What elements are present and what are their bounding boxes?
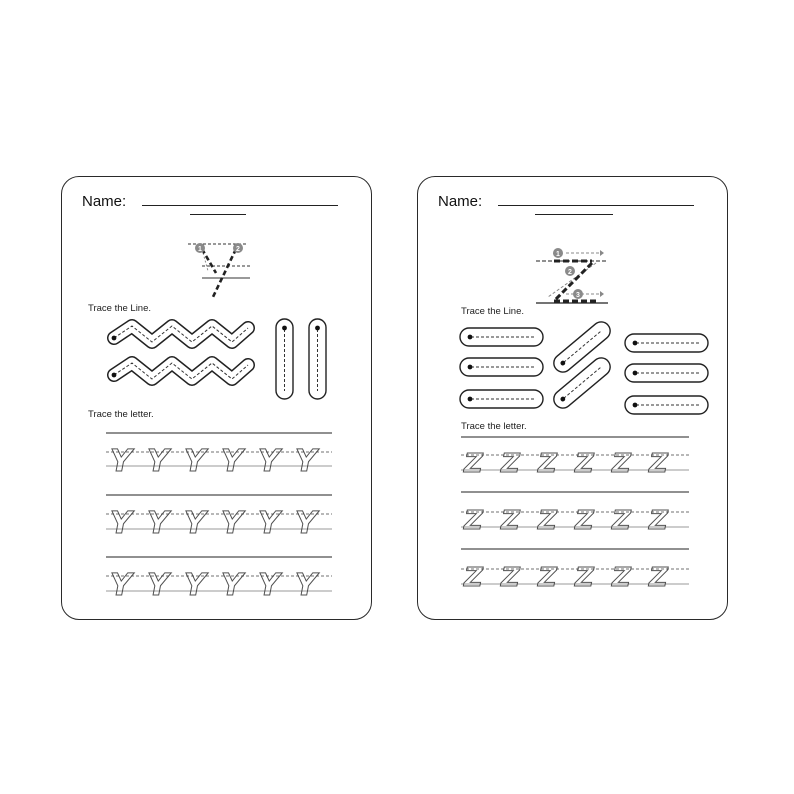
vertical-track bbox=[276, 319, 293, 399]
horizontal-track bbox=[460, 358, 543, 376]
stroke-number: 3 bbox=[576, 292, 580, 299]
stroke-number: 2 bbox=[568, 269, 572, 276]
trace-letter-glyph: Z bbox=[649, 563, 668, 593]
trace-letter-glyph: Y bbox=[258, 568, 280, 603]
z-worksheet-art bbox=[418, 177, 729, 621]
horizontal-track bbox=[625, 334, 708, 352]
trace-letter-glyph: Y bbox=[110, 568, 132, 603]
trace-line-label: Trace the Line. bbox=[461, 306, 525, 317]
trace-letter-glyph: Z bbox=[501, 506, 520, 536]
trace-letter-glyph: Y bbox=[110, 506, 132, 541]
vertical-track bbox=[309, 319, 326, 399]
trace-letter-glyph: Z bbox=[538, 563, 557, 593]
trace-letter-glyph: Z bbox=[538, 506, 557, 536]
trace-letter-glyph: Y bbox=[295, 568, 317, 603]
trace-letter-glyph: Z bbox=[612, 563, 631, 593]
trace-letter-glyph: Z bbox=[612, 449, 631, 479]
name-label: Name: bbox=[438, 193, 483, 210]
horizontal-track bbox=[625, 364, 708, 382]
trace-letter-label: Trace the letter. bbox=[461, 421, 527, 432]
trace-letter-glyph: Y bbox=[147, 568, 169, 603]
worksheet-card-z bbox=[417, 176, 728, 620]
stroke-number: 1 bbox=[556, 251, 560, 258]
worksheet-card-y bbox=[61, 176, 372, 620]
trace-letter-glyph: Z bbox=[538, 449, 557, 479]
trace-letter-glyph: Y bbox=[110, 444, 132, 479]
trace-letter-glyph: Y bbox=[184, 568, 206, 603]
name-label: Name: bbox=[82, 193, 127, 210]
trace-letter-glyph: Y bbox=[295, 444, 317, 479]
trace-letter-glyph: Y bbox=[184, 444, 206, 479]
trace-letter-glyph: Z bbox=[575, 506, 594, 536]
trace-letter-glyph: Y bbox=[221, 568, 243, 603]
trace-line-label: Trace the Line. bbox=[88, 303, 152, 314]
trace-letter-glyph: Z bbox=[575, 563, 594, 593]
trace-letter-glyph: Y bbox=[221, 444, 243, 479]
letter-z-demo bbox=[536, 248, 608, 303]
zigzag-track bbox=[112, 326, 248, 342]
trace-letter-glyph: Y bbox=[184, 506, 206, 541]
stroke-number: 1 bbox=[198, 246, 202, 253]
trace-letter-glyph: Y bbox=[221, 506, 243, 541]
trace-letter-glyph: Z bbox=[501, 563, 520, 593]
trace-letter-glyph: Z bbox=[464, 563, 483, 593]
trace-letter-glyph: Z bbox=[501, 449, 520, 479]
trace-letter-glyph: Y bbox=[258, 444, 280, 479]
trace-letter-glyph: Y bbox=[147, 444, 169, 479]
trace-letter-glyph: Z bbox=[612, 506, 631, 536]
trace-letter-glyph: Y bbox=[295, 506, 317, 541]
trace-letter-glyph: Z bbox=[649, 449, 668, 479]
trace-letter-glyph: Z bbox=[464, 506, 483, 536]
zigzag-track bbox=[112, 363, 248, 379]
y-worksheet-art bbox=[62, 177, 373, 621]
horizontal-track bbox=[625, 396, 708, 414]
stroke-number: 2 bbox=[236, 246, 240, 253]
trace-letter-glyph: Z bbox=[575, 449, 594, 479]
trace-letter-label: Trace the letter. bbox=[88, 409, 154, 420]
horizontal-track bbox=[460, 390, 543, 408]
trace-letter-glyph: Z bbox=[649, 506, 668, 536]
horizontal-track bbox=[460, 328, 543, 346]
trace-letter-glyph: Y bbox=[147, 506, 169, 541]
trace-letter-glyph: Z bbox=[464, 449, 483, 479]
trace-letter-glyph: Y bbox=[258, 506, 280, 541]
